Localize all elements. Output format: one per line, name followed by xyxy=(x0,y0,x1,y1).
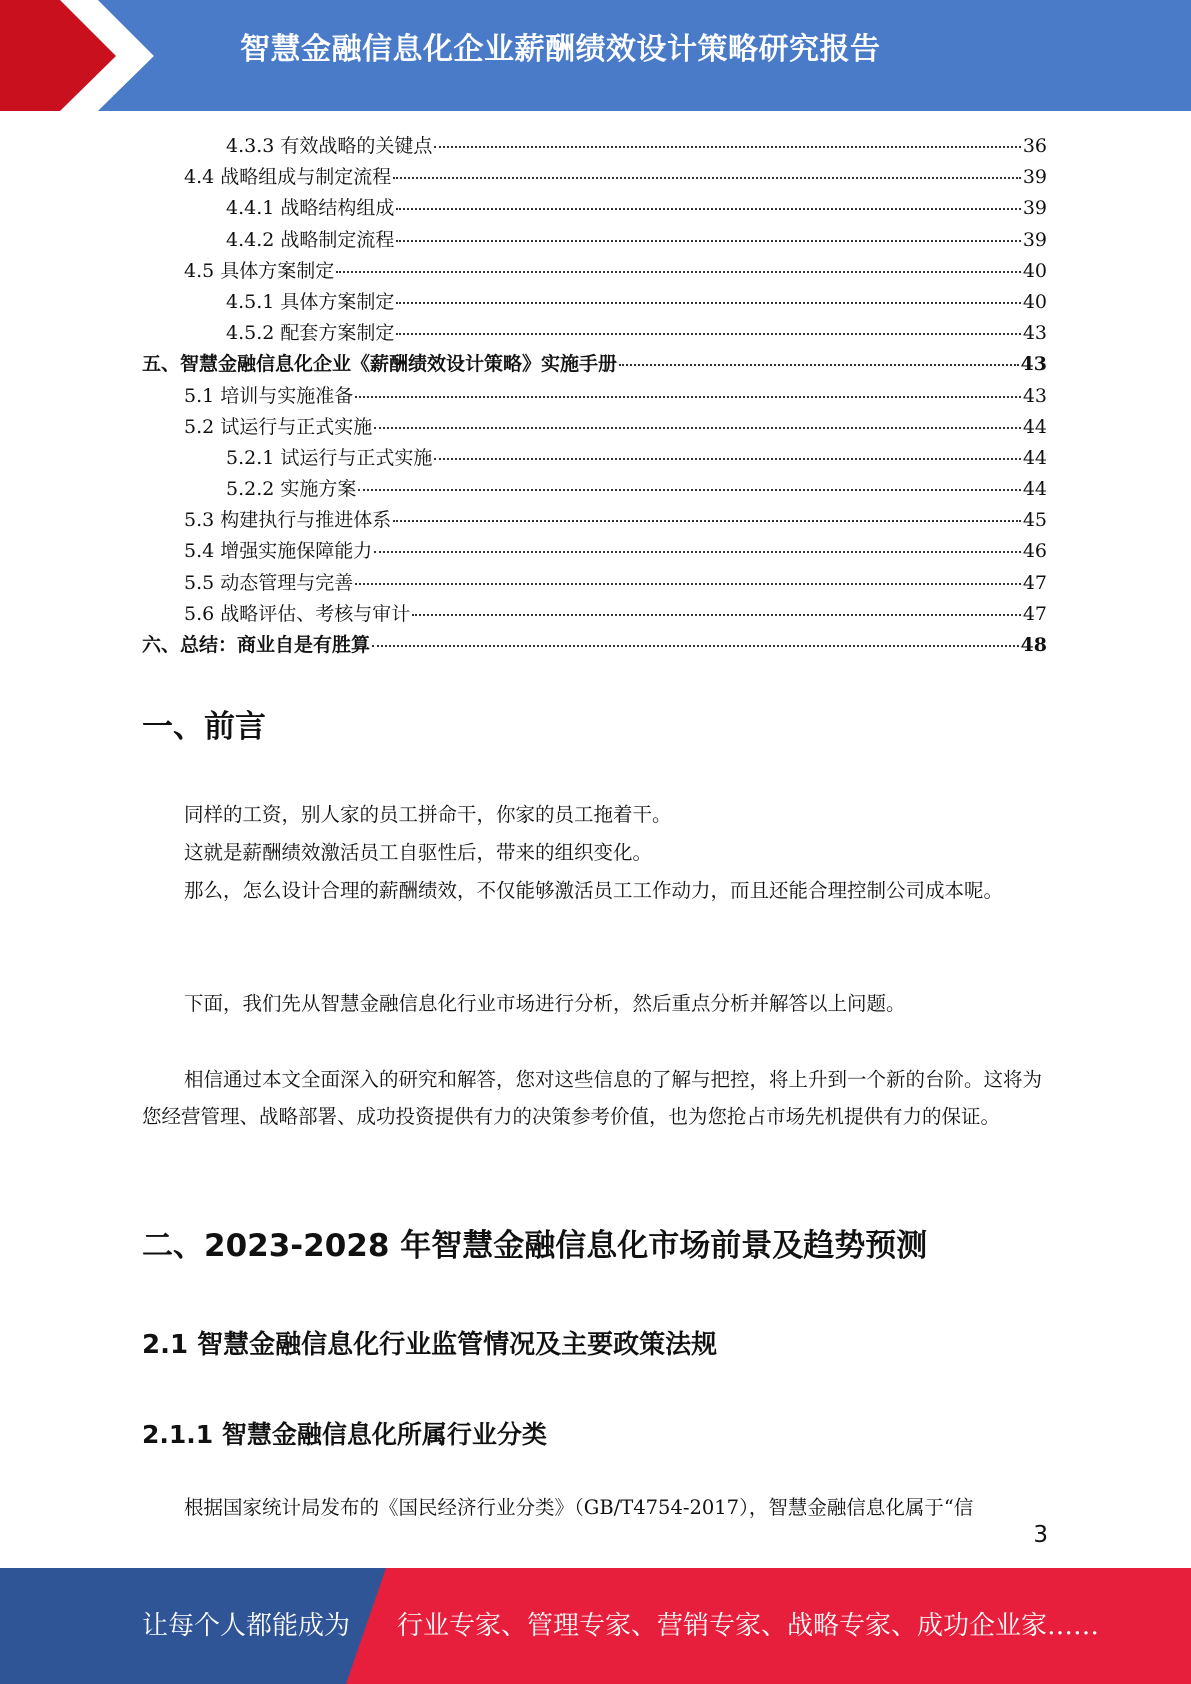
toc-entry-page: 39 xyxy=(1022,197,1047,220)
toc-entry[interactable] xyxy=(142,505,1047,536)
footer-slogan-right: 行业专家、管理专家、营销专家、战略专家、成功企业家…… xyxy=(397,1611,1100,1641)
toc-entry-page: 43 xyxy=(1020,353,1047,376)
toc-leader-dots xyxy=(355,396,1021,398)
toc-entry[interactable] xyxy=(142,225,1047,256)
toc-entry-page: 44 xyxy=(1022,415,1047,438)
toc-entry-page: 47 xyxy=(1022,571,1047,594)
toc-entry-label: 5.2 试运行与正式实施 xyxy=(184,415,373,438)
toc-leader-dots xyxy=(374,551,1021,553)
toc-entry-label: 5.2.1 试运行与正式实施 xyxy=(226,446,433,469)
toc-entry-label: 4.4.2 战略制定流程 xyxy=(226,228,395,251)
table-of-contents xyxy=(142,131,1047,661)
toc-entry-label: 5.5 动态管理与完善 xyxy=(184,571,354,594)
toc-entry-label: 5.3 构建执行与推进体系 xyxy=(184,509,392,532)
toc-entry[interactable] xyxy=(142,568,1047,599)
toc-entry[interactable] xyxy=(142,443,1047,474)
toc-entry[interactable] xyxy=(142,256,1047,287)
toc-entry-page: 40 xyxy=(1022,290,1047,313)
toc-entry[interactable] xyxy=(142,193,1047,224)
toc-entry[interactable] xyxy=(142,412,1047,443)
toc-entry-page: 47 xyxy=(1022,602,1047,625)
toc-entry[interactable] xyxy=(142,318,1047,349)
toc-entry[interactable] xyxy=(142,599,1047,630)
toc-leader-dots xyxy=(434,146,1020,148)
toc-entry-label: 六、总结：商业自是有胜算 xyxy=(142,634,371,656)
toc-entry-page: 43 xyxy=(1022,384,1047,407)
toc-entry-label: 4.4.1 战略结构组成 xyxy=(226,197,395,220)
paragraph: 相信通过本文全面深入的研究和解答，您对这些信息的了解与把控，将上升到一个新的台阶。这将为您经营管理、战略部署、成功投资提供有力的决策参考价值，也为您抢占市场先机提供有力的保证。 xyxy=(142,1068,1043,1128)
toc-leader-dots xyxy=(355,583,1021,585)
page-number: 3 xyxy=(1033,1522,1048,1548)
toc-entry-label: 4.5.2 配套方案制定 xyxy=(226,322,395,345)
toc-leader-dots xyxy=(412,614,1021,616)
paragraph: 同样的工资，别人家的员工拼命干，你家的员工拖着干。 xyxy=(184,803,672,826)
toc-entry[interactable] xyxy=(142,131,1047,162)
report-title: 智慧金融信息化企业薪酬绩效设计策略研究报告 xyxy=(240,32,881,67)
paragraph: 这就是薪酬绩效激活员工自驱性后，带来的组织变化。 xyxy=(184,841,653,864)
toc-leader-dots xyxy=(396,333,1020,335)
toc-entry-label: 4.5 具体方案制定 xyxy=(184,259,335,282)
toc-leader-dots xyxy=(372,645,1019,647)
subsection-heading: 2.1 智慧金融信息化行业监管情况及主要政策法规 xyxy=(142,1330,718,1360)
paragraph: 那么，怎么设计合理的薪酬绩效，不仅能够激活员工工作动力，而且还能合理控制公司成本呢。 xyxy=(184,879,1004,902)
toc-leader-dots xyxy=(393,177,1021,179)
toc-entry[interactable] xyxy=(142,474,1047,505)
toc-leader-dots xyxy=(396,302,1020,304)
toc-entry-label: 4.4 战略组成与制定流程 xyxy=(184,166,392,189)
toc-leader-dots xyxy=(393,520,1021,522)
toc-entry[interactable] xyxy=(142,536,1047,567)
page-header xyxy=(0,0,1191,111)
toc-entry-page: 36 xyxy=(1022,135,1047,157)
toc-entry[interactable] xyxy=(142,162,1047,193)
paragraph: 下面，我们先从智慧金融信息化行业市场进行分析，然后重点分析并解答以上问题。 xyxy=(184,992,906,1015)
toc-entry-label: 5.6 战略评估、考核与审计 xyxy=(184,602,411,625)
toc-entry-page: 48 xyxy=(1020,634,1047,656)
toc-leader-dots xyxy=(619,364,1019,366)
toc-entry[interactable] xyxy=(142,349,1047,380)
toc-entry-page: 39 xyxy=(1022,228,1047,251)
toc-entry-label: 5.1 培训与实施准备 xyxy=(184,384,354,407)
toc-leader-dots xyxy=(358,489,1020,491)
toc-entry-page: 39 xyxy=(1022,166,1047,189)
toc-leader-dots xyxy=(336,271,1021,273)
toc-leader-dots xyxy=(434,458,1020,460)
toc-leader-dots xyxy=(374,427,1021,429)
footer-slogan-left: 让每个人都能成为 xyxy=(142,1611,351,1641)
toc-leader-dots xyxy=(396,240,1020,242)
toc-entry-label: 5.2.2 实施方案 xyxy=(226,478,357,501)
paragraph: 根据国家统计局发布的《国民经济行业分类》（GB/T4754-2017），智慧金融信息化属于“信 xyxy=(184,1496,974,1519)
toc-entry-label: 4.5.1 具体方案制定 xyxy=(226,290,395,313)
toc-entry-label: 五、智慧金融信息化企业《薪酬绩效设计策略》实施手册 xyxy=(142,353,618,376)
toc-entry[interactable] xyxy=(142,287,1047,318)
header-chevron-decoration xyxy=(0,0,240,111)
toc-entry-label: 4.3.3 有效战略的关键点 xyxy=(226,135,433,157)
toc-entry-page: 43 xyxy=(1022,322,1047,345)
section-heading-preface: 一、前言 xyxy=(142,709,266,745)
page-footer xyxy=(0,1568,1191,1684)
toc-entry-page: 44 xyxy=(1022,478,1047,501)
toc-entry-page: 46 xyxy=(1022,540,1047,563)
toc-entry-page: 45 xyxy=(1022,509,1047,532)
toc-leader-dots xyxy=(396,208,1020,210)
toc-entry-label: 5.4 增强实施保障能力 xyxy=(184,540,373,563)
toc-entry-page: 44 xyxy=(1022,446,1047,469)
toc-entry[interactable] xyxy=(142,381,1047,412)
subsubsection-heading: 2.1.1 智慧金融信息化所属行业分类 xyxy=(142,1420,547,1449)
toc-entry[interactable] xyxy=(142,630,1047,661)
section-heading-market: 二、2023-2028 年智慧金融信息化市场前景及趋势预测 xyxy=(142,1228,928,1264)
toc-entry-page: 40 xyxy=(1022,259,1047,282)
